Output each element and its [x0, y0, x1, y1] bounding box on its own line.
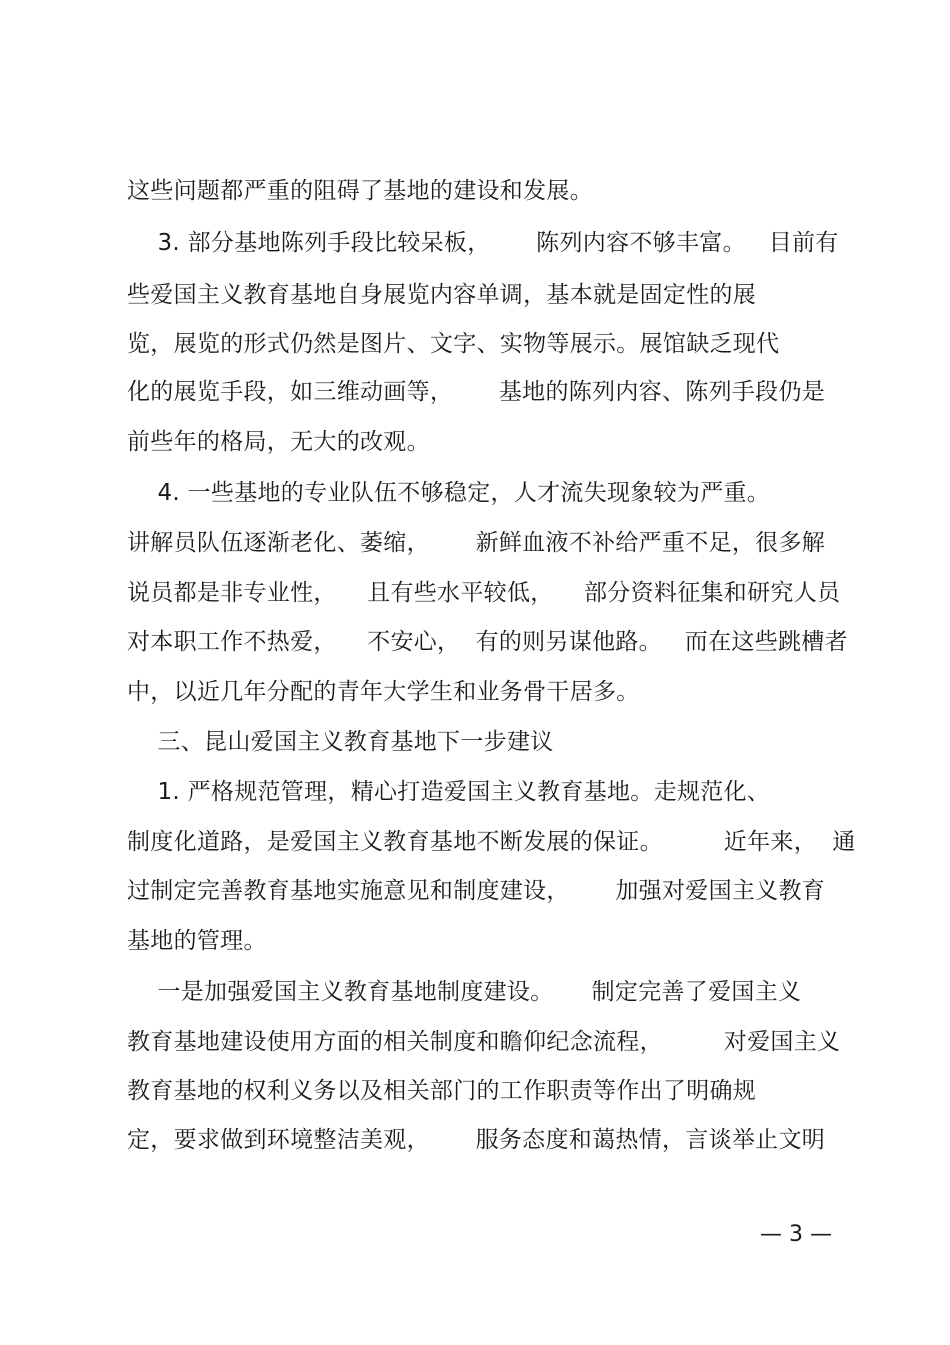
- text-line: 一是加强爱国主义教育基地制度建设。 制定完善了爱国主义: [127, 979, 802, 1005]
- text-line: 化的展览手段，如三维动画等， 基地的陈列内容、陈列手段仍是: [127, 379, 826, 405]
- text-line: 教育基地建设使用方面的相关制度和瞻仰纪念流程， 对爱国主义: [127, 1029, 841, 1055]
- text-line: 制度化道路，是爱国主义教育基地不断发展的保证。 近年来， 通: [127, 829, 856, 855]
- text-line: 览，展览的形式仍然是图片、文字、实物等展示。展馆缺乏现代: [127, 331, 780, 357]
- section-heading: 三、昆山爱国主义教育基地下一步建议: [127, 729, 554, 755]
- text-line: 过制定完善教育基地实施意见和制度建设， 加强对爱国主义教育: [127, 878, 826, 904]
- text-line: 中，以近几年分配的青年大学生和业务骨干居多。: [127, 679, 640, 705]
- text-line: 3. 部分基地陈列手段比较呆板， 陈列内容不够丰富。 目前有: [127, 230, 839, 256]
- text-line: 基地的管理。: [127, 928, 267, 954]
- text-line: 1. 严格规范管理，精心打造爱国主义教育基地。走规范化、: [127, 779, 771, 805]
- text-line: 这些问题都严重的阻碍了基地的建设和发展。: [127, 178, 593, 204]
- text-line: 说员都是非专业性， 且有些水平较低， 部分资料征集和研究人员: [127, 580, 841, 606]
- page-number: — 3 —: [760, 1222, 832, 1247]
- text-line: 对本职工作不热爱， 不安心， 有的则另谋他路。 而在这些跳槽者: [127, 629, 848, 655]
- text-line: 讲解员队伍逐渐老化、萎缩， 新鲜血液不补给严重不足，很多解: [127, 530, 826, 556]
- text-line: 定，要求做到环境整洁美观， 服务态度和蔼热情，言谈举止文明: [127, 1127, 826, 1153]
- text-line: 前些年的格局，无大的改观。: [127, 429, 430, 455]
- text-line: 4. 一些基地的专业队伍不够稳定，人才流失现象较为严重。: [127, 480, 771, 506]
- text-line: 些爱国主义教育基地自身展览内容单调，基本就是固定性的展: [127, 282, 757, 308]
- text-line: 教育基地的权利义务以及相关部门的工作职责等作出了明确规: [127, 1078, 757, 1104]
